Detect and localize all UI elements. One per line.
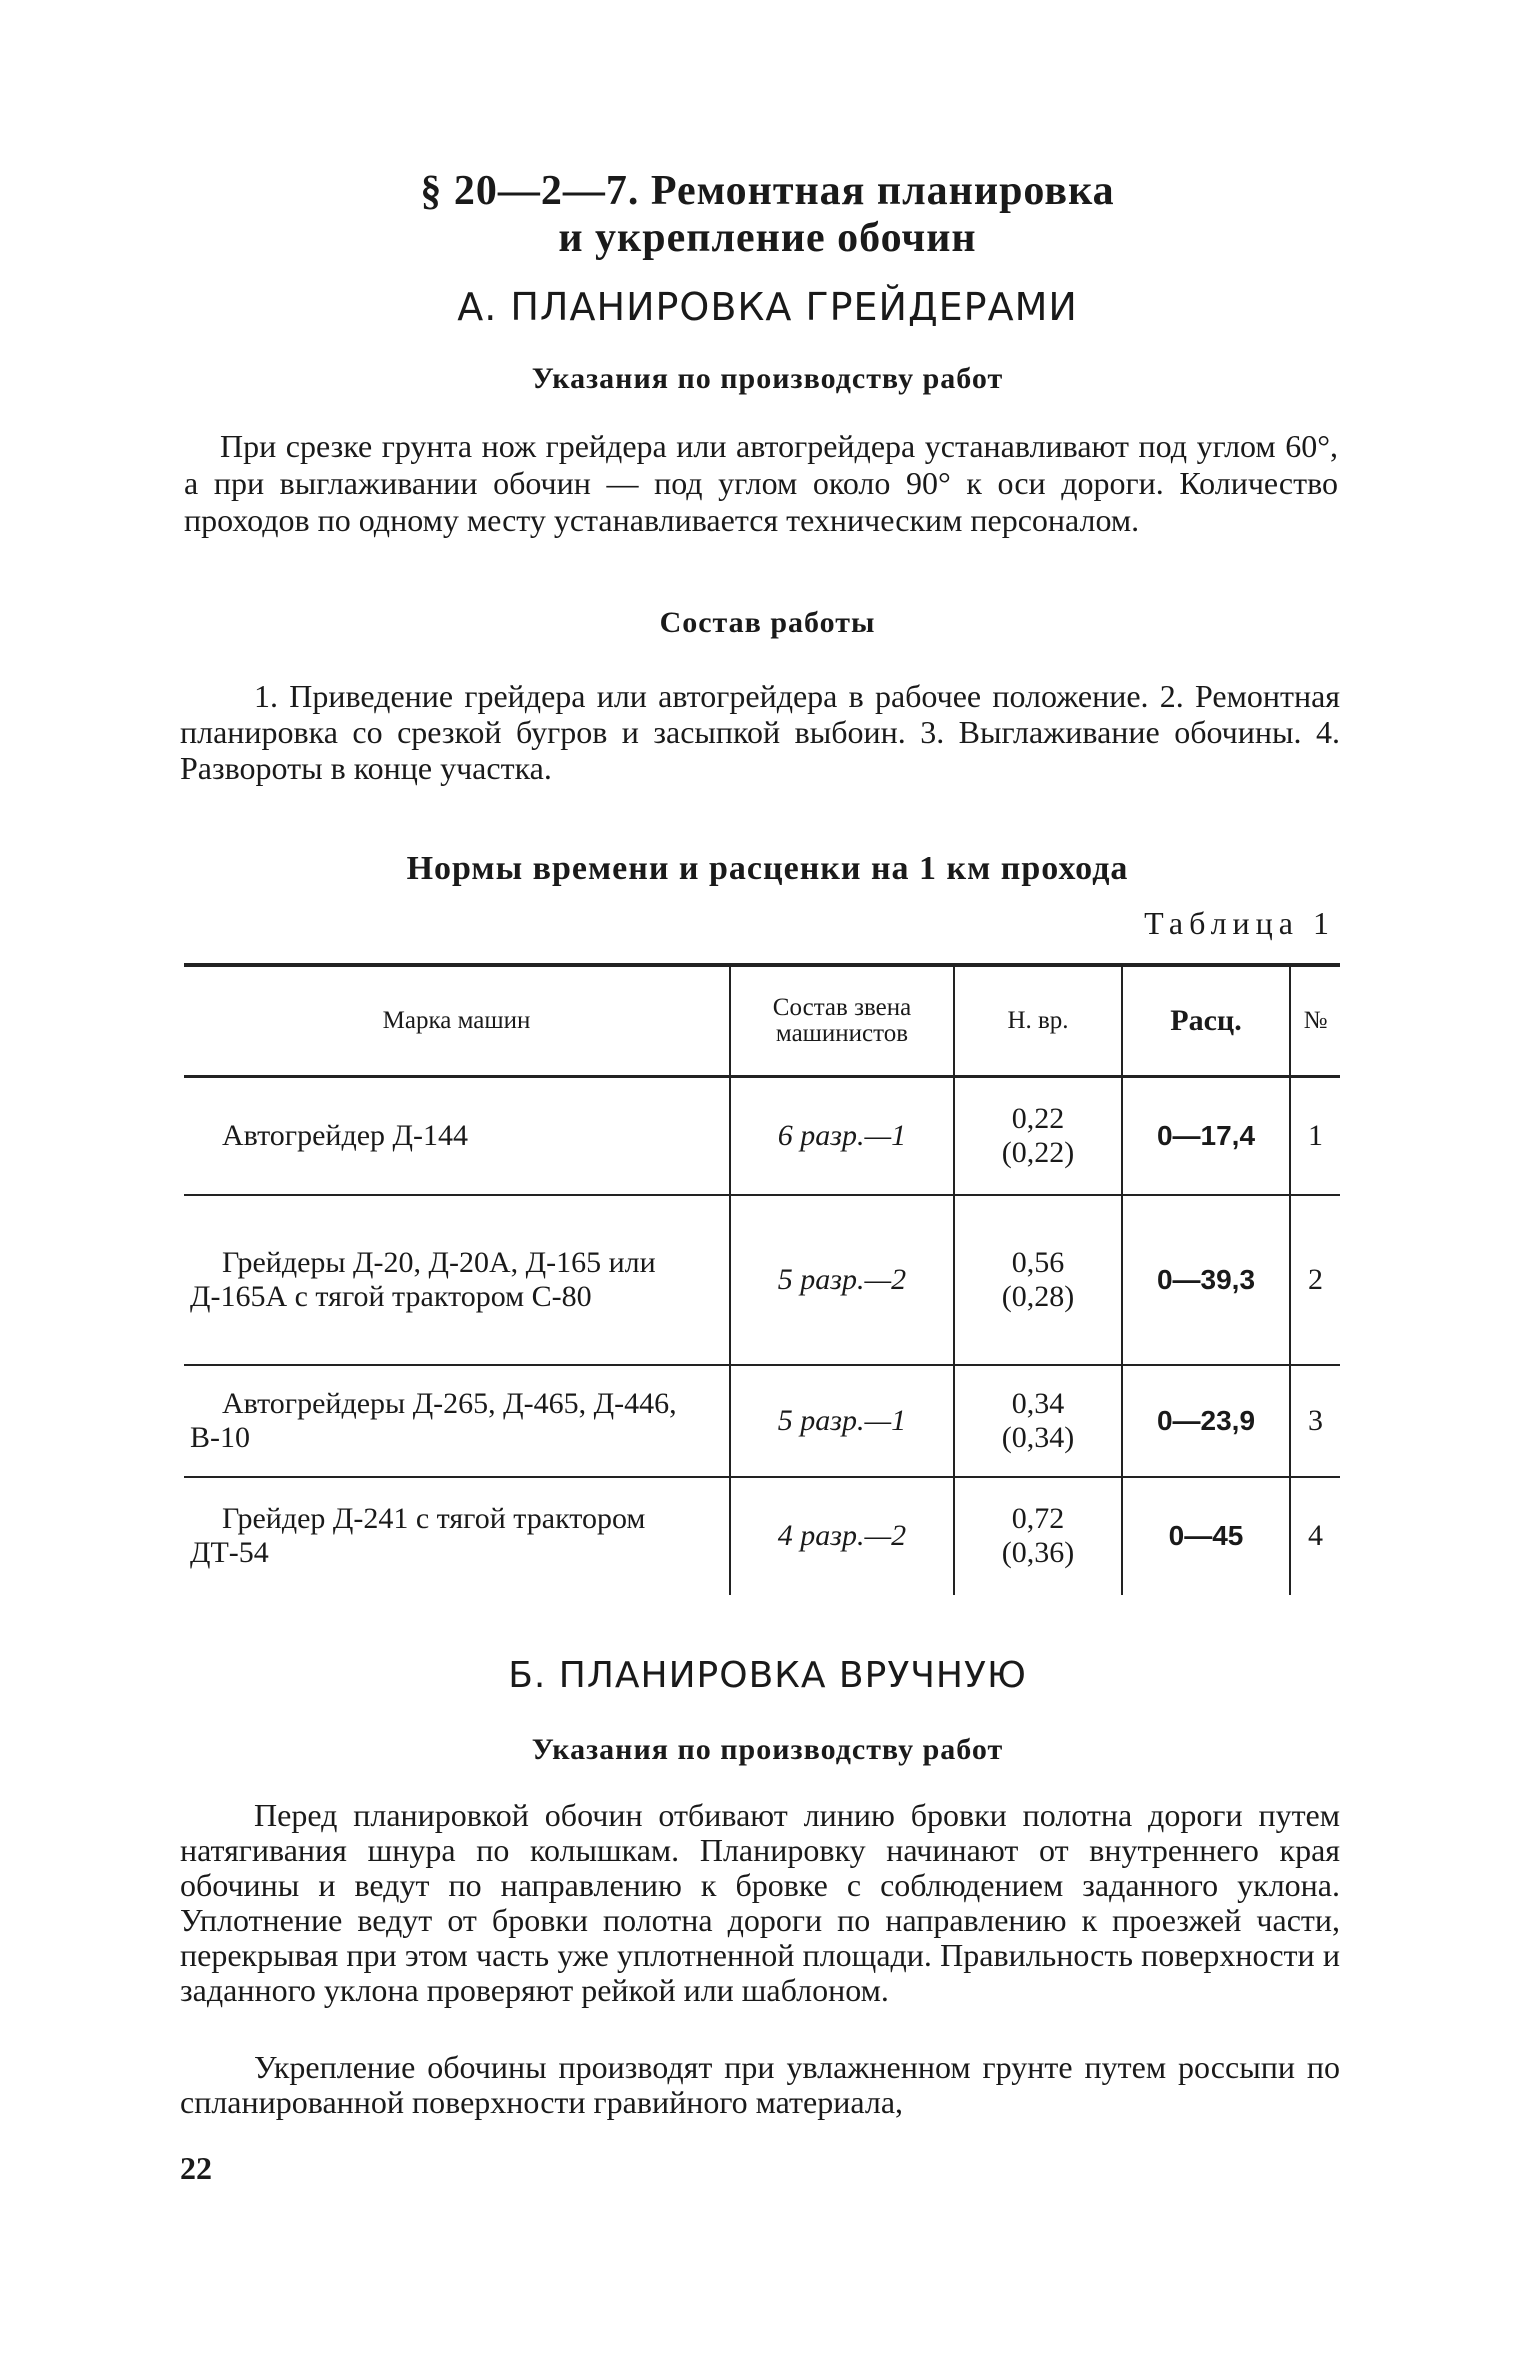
norms-table bbox=[184, 963, 1340, 1595]
header-time: Н. вр. bbox=[954, 965, 1122, 1077]
machine-cell: Грейдеры Д-20, Д-20А, Д-165 или Д-165А с тягой трактором С-80 bbox=[190, 1245, 656, 1313]
crew-cell: 4 разр.—2 bbox=[730, 1477, 954, 1595]
time-alt-cell: (0,36) bbox=[1001, 1536, 1075, 1569]
part-b-instructions-title: Указания по производству работ bbox=[531, 1733, 1004, 1766]
machine-cell: Грейдер Д-241 с тягой трактором ДТ-54 bbox=[190, 1502, 646, 1569]
num-cell: 3 bbox=[1290, 1365, 1340, 1477]
part-b-paragraph-1: Перед планировкой обочин отбивают линию бровки полотна дороги путем натягивания шнура по колышкам. Планировку начинают от внутреннего края обочины и ведут по направлению к бровке с соблюдением заданного уклона. Уплотнение ведут от бровки полотна дороги по направлению к проезжей части, перекрывая при этом часть уже уплотненной площади. Правильность поверхности и заданного уклона проверяют рейкой или шаблоном. bbox=[180, 1797, 1340, 2008]
table-title: Нормы времени и расценки на 1 км прохода bbox=[406, 850, 1129, 887]
header-machine: Марка машин bbox=[382, 1007, 531, 1034]
num-cell: 4 bbox=[1290, 1477, 1340, 1595]
num-cell: 2 bbox=[1290, 1195, 1340, 1365]
num-cell: 1 bbox=[1290, 1077, 1340, 1195]
time-cell: 0,22 bbox=[1011, 1101, 1065, 1135]
part-a-instructions-text: При срезке грунта нож грейдера или автогрейдера устанавливают под углом 60°, а при выглаживании обочин — под углом около 90° к оси дороги. Количество проходов по одному месту устанавливается техническим персоналом. bbox=[184, 428, 1338, 538]
rate-cell: 0—39,3 bbox=[1122, 1195, 1290, 1365]
crew-cell: 5 разр.—2 bbox=[730, 1195, 954, 1365]
table-label: Таблица 1 bbox=[1144, 905, 1335, 941]
table-row bbox=[184, 1195, 1340, 1365]
crew-cell: 5 разр.—1 bbox=[730, 1365, 954, 1477]
part-a-instructions-title: Указания по производству работ bbox=[531, 362, 1004, 395]
time-alt-cell: (0,22) bbox=[1001, 1135, 1075, 1169]
page-number: 22 bbox=[180, 2150, 212, 2186]
crew-cell: 6 разр.—1 bbox=[730, 1077, 954, 1195]
part-b-paragraph-2: Укрепление обочины производят при увлажненном грунте путем россыпи по спланированной поверхности гравийного материала, bbox=[180, 2049, 1340, 2120]
part-b-heading: Б. ПЛАНИРОВКА ВРУЧНУЮ bbox=[508, 1655, 1027, 1696]
time-alt-cell: (0,28) bbox=[1001, 1279, 1075, 1313]
section-title bbox=[0, 168, 1535, 262]
table-header-row bbox=[184, 965, 1340, 1077]
part-a-heading: А. ПЛАНИРОВКА ГРЕЙДЕРАМИ bbox=[457, 285, 1078, 329]
time-cell: 0,34 bbox=[1011, 1386, 1065, 1420]
time-alt-cell: (0,34) bbox=[1001, 1420, 1075, 1454]
rate-cell: 0—23,9 bbox=[1122, 1365, 1290, 1477]
section-title-line2: и укрепление обочин bbox=[558, 215, 977, 262]
machine-cell: Автогрейдер Д-144 bbox=[222, 1118, 469, 1152]
rate-cell: 0—45 bbox=[1122, 1477, 1290, 1595]
table-row bbox=[184, 1365, 1340, 1477]
work-composition-text: 1. Приведение грейдера или автогрейдера в рабочее положение. 2. Ремонтная планировка со срезкой бугров и засыпкой выбоин. 3. Выглаживание обочины. 4. Развороты в конце участка. bbox=[180, 678, 1340, 786]
time-cell: 0,72 bbox=[1011, 1502, 1065, 1535]
table-row bbox=[184, 1477, 1340, 1595]
time-cell: 0,56 bbox=[1011, 1245, 1065, 1279]
table-row bbox=[184, 1077, 1340, 1195]
rate-cell: 0—17,4 bbox=[1122, 1077, 1290, 1195]
header-rate: Расц. bbox=[1122, 965, 1290, 1077]
header-crew: Состав звена машинистов bbox=[730, 965, 954, 1077]
work-composition-title: Состав работы bbox=[659, 606, 876, 639]
section-title-line1: § 20—2—7. Ремонтная планировка bbox=[420, 168, 1115, 214]
header-num: № bbox=[1290, 965, 1340, 1077]
machine-cell: Автогрейдеры Д-265, Д-465, Д-446, В-10 bbox=[190, 1386, 677, 1454]
